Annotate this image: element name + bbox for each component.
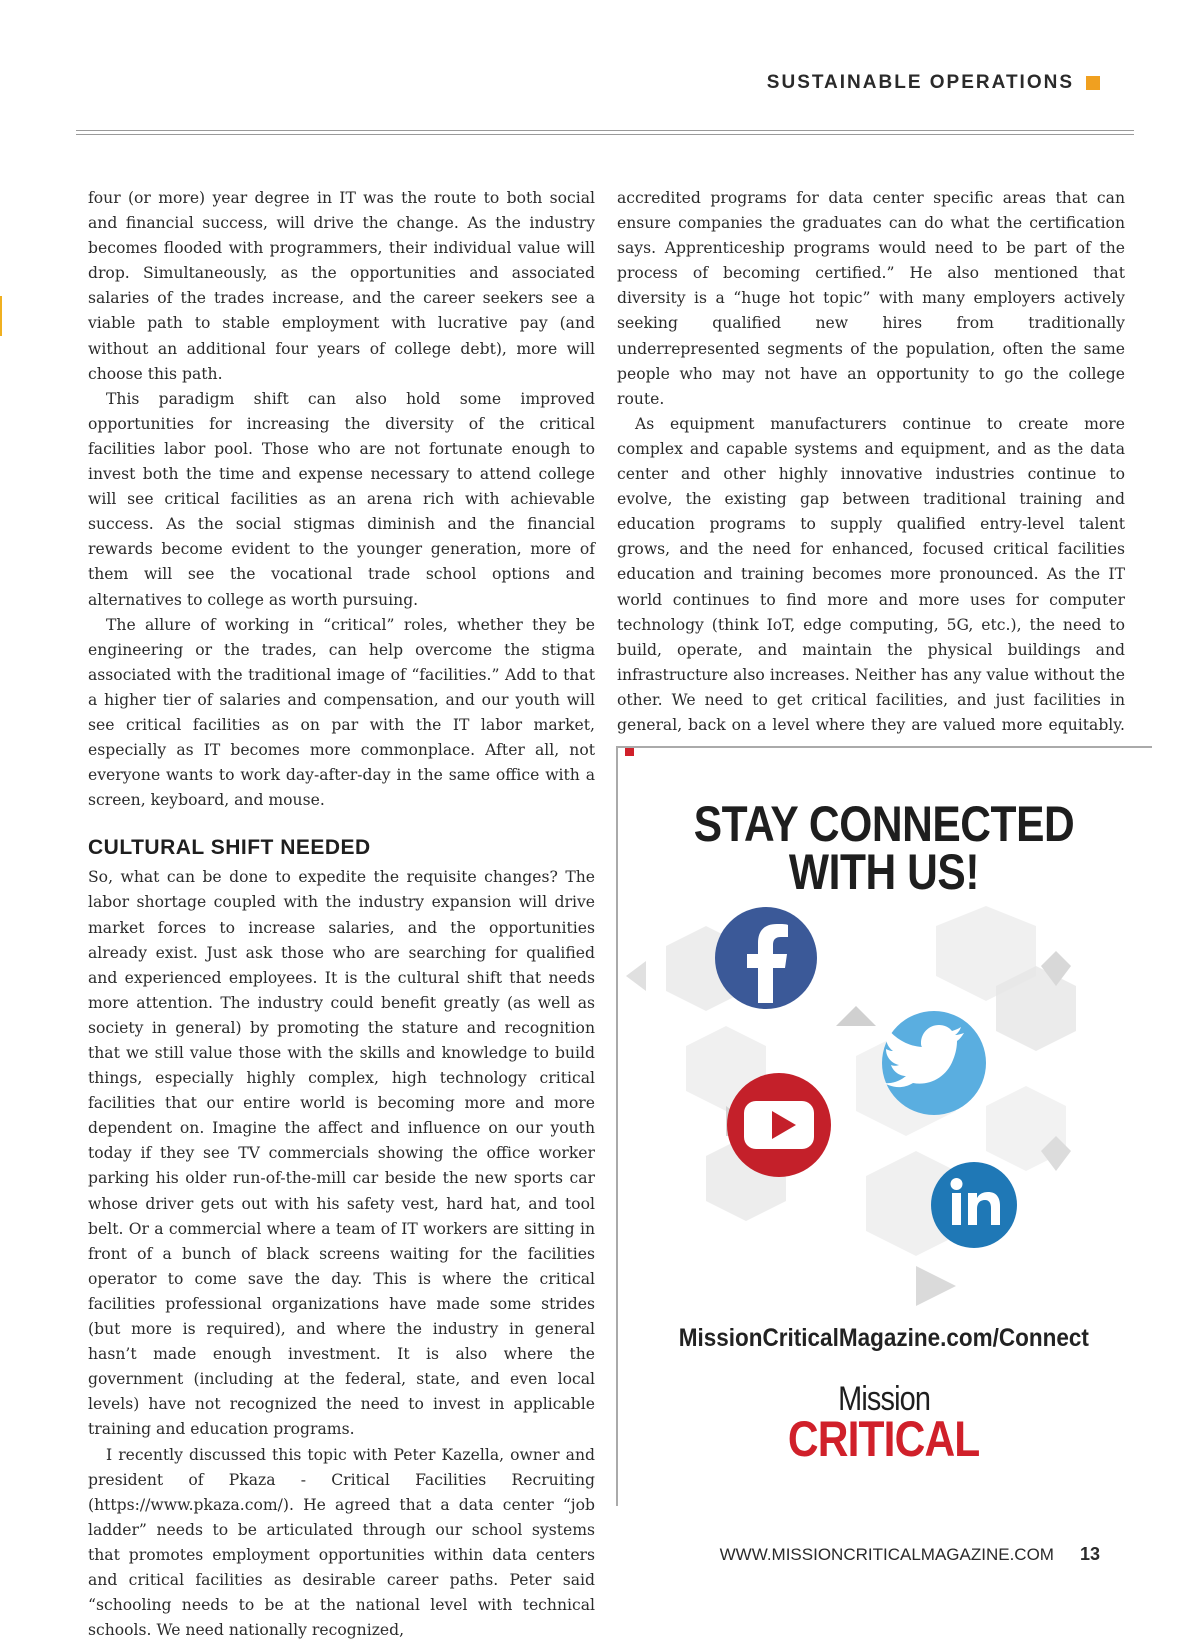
stay-connected-ad <box>616 746 1152 1506</box>
page-footer <box>720 1544 1100 1565</box>
logo-word-critical: CRITICAL <box>616 1416 1152 1462</box>
ad-title <box>616 800 1152 896</box>
social-icons-graphic <box>616 906 1152 1306</box>
square-marker-icon <box>1086 76 1100 90</box>
twitter-icon <box>882 1011 986 1115</box>
hexagon-background-pattern <box>626 906 1076 1306</box>
ad-border-top <box>616 746 1152 748</box>
paragraph: The allure of working in “critical” roles, whether they be engineering or the trades, can help overcome the stigma associated with the traditional image of “facilities.” Add to that a higher tier of salaries and compensation, and our youth will see critical facilities as on par with the IT labor market, especially as IT becomes more commonplace. After all, not everyone wants to work day-after-day in the same office with a screen, keyboard, and mouse. <box>88 613 595 814</box>
facebook-icon <box>715 907 817 1009</box>
section-header <box>767 72 1100 94</box>
article-column-right <box>617 186 1125 763</box>
paragraph: I recently discussed this topic with Peter Kazella, owner and president of Pkaza - Critical Facilities Recruiting (https://www.pkaza.com/). He agreed that a data center “job ladder” needs to be articulated through our school systems that promotes employment opportunities within data centers and critical facilities as desirable career paths. Peter said “schooling needs to be at the national level with technical schools. We need nationally recognized, <box>88 1443 595 1643</box>
paragraph: four (or more) year degree in IT was the route to both social and financial success, will drive the change. As the industry becomes flooded with programmers, their individual value will drop. Simultaneously, as the opportunities and associated salaries of the trades increase, and the career seekers see a viable path to stable employment with lucrative pay (and without an additional four years of college debt), more will choose this path. <box>88 186 595 387</box>
paragraph: This paradigm shift can also hold some improved opportunities for increasing the diversity of the critical facilities labor pool. Those who are not fortunate enough to invest both the time and expense necessary to attend college will see critical facilities as an arena rich with achievable success. As the social stigmas diminish and the financial rewards become evident to the younger generation, more of them will see the vocational trade school options and alternatives to college as worth pursuing. <box>88 387 595 613</box>
mission-critical-logo <box>616 1382 1152 1462</box>
article-column-left <box>88 186 595 1643</box>
page-edge-marker <box>0 296 2 336</box>
linkedin-icon <box>931 1162 1017 1248</box>
section-title: SUSTAINABLE OPERATIONS <box>767 72 1074 94</box>
youtube-icon <box>727 1073 831 1177</box>
logo-word-mission: Mission <box>616 1382 1152 1416</box>
ad-url-link[interactable] <box>616 1324 1152 1353</box>
footer-website: WWW.MISSIONCRITICALMAGAZINE.COM <box>720 1545 1054 1565</box>
ad-title-line2: WITH US! <box>656 848 1112 896</box>
paragraph-text: As equipment manufacturers continue to create more complex and capable systems and equipment, and as the data center and other highly innovative industries continue to evolve, the existing gap between traditional training and education programs to supply qualified entry-level talent grows, and the need for enhanced, focused critical facilities education and training becomes more pronounced. As the IT world continues to find more and more uses for computer technology (think IoT, edge computing, 5G, etc.), the need to build, operate, and maintain the physical buildings and infrastructure also increases. Neither has any value without the other. We need to get critical facilities, and just facilities in general, back on a level where they are valued more equitably. <box>617 415 1125 734</box>
page-number: 13 <box>1080 1544 1100 1565</box>
section-subheading: CULTURAL SHIFT NEEDED <box>88 835 595 861</box>
ad-title-line1: STAY CONNECTED <box>656 800 1112 848</box>
paragraph: So, what can be done to expedite the requisite changes? The labor shortage coupled with the industry expansion will drive market forces to increase salaries, and the opportunities already exist. Just ask those who are searching for qualified and experienced employees. It is the cultural shift that needs more attention. The industry could benefit greatly (as well as society in general) by promoting the stature and recognition that we still value those with the skills and knowledge to build things, especially highly complex, high technology critical facilities that our entire world is becoming more and more dependent on. Imagine the affect and influence on our youth today if they see TV commercials showing the office worker parking his older run-of-the-mill car beside the new sports car whose driver gets out with his safety vest, hard hat, and tool belt. Or a commercial where a team of IT workers are sitting in front of a bunch of black screens waiting for the facilities operator to come save the day. This is where the critical facilities professional organizations have made some strides (but more is required), and where the industry in general hasn’t made enough investment. It is also where the government (including at the federal, state, and even local levels) have not recognized the need to invest in applicable training and education programs. <box>88 865 595 1442</box>
ad-url-text: MissionCriticalMagazine.com/Connect <box>679 1324 1089 1353</box>
paragraph: accredited programs for data center specific areas that can ensure companies the graduates can do what the certification says. Apprenticeship programs would need to be part of the process of becoming certified.” He also mentioned that diversity is a “huge hot topic” with many employers actively seeking qualified new hires from traditionally underrepresented segments of the population, often the same people who may not have an opportunity to go the college route. <box>617 186 1125 412</box>
header-rule-secondary <box>76 134 1134 135</box>
header-rule <box>76 130 1134 131</box>
paragraph-final <box>617 412 1125 763</box>
